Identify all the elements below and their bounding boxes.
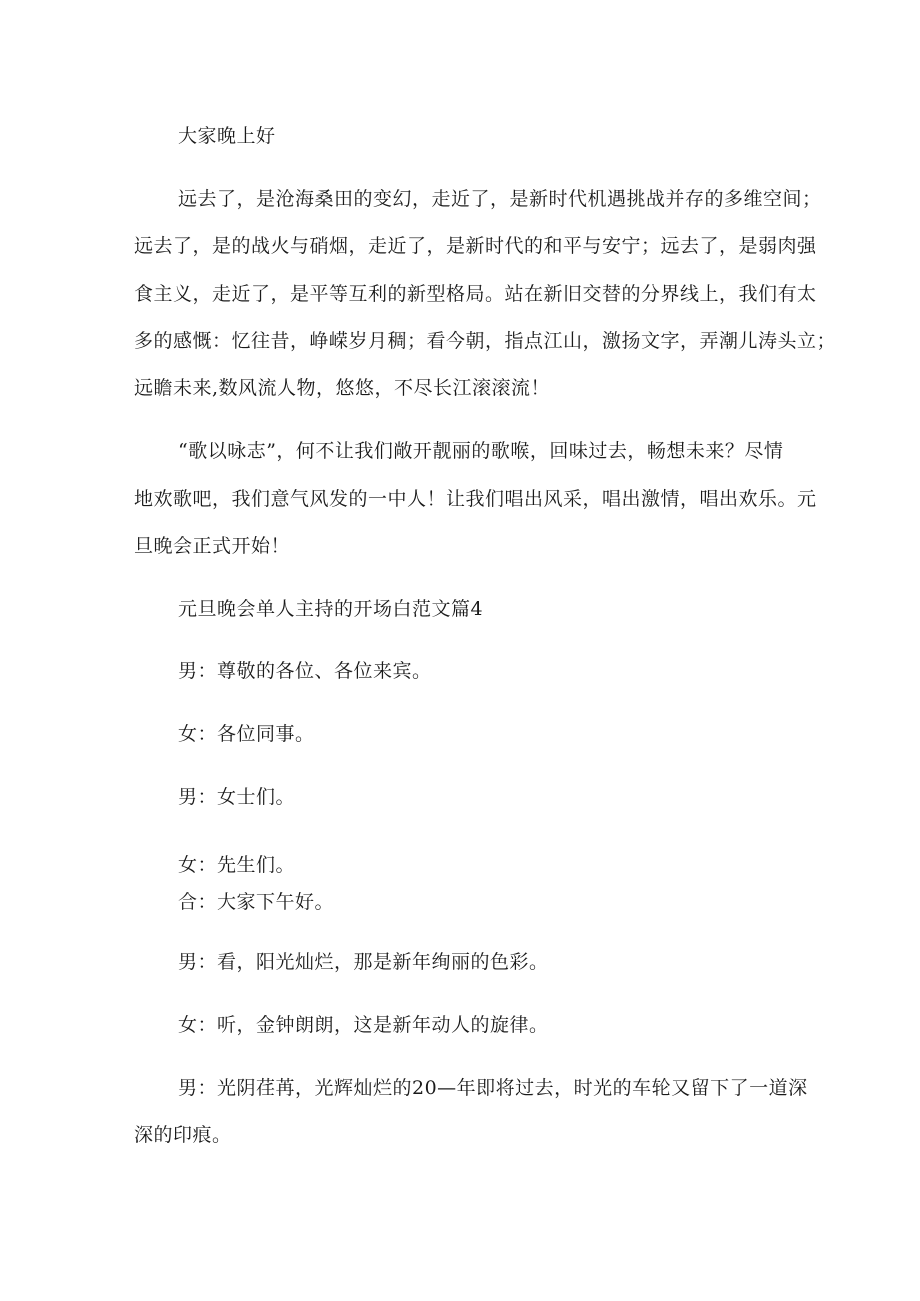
dialogue-line: 女：听，金钟朗朗，这是新年动人的旋律。 (178, 1014, 549, 1036)
section-title: 元旦晚会单人主持的开场白范文篇4 (178, 598, 484, 620)
paragraph-line: 食主义，走近了，是平等互利的新型格局。站在新旧交替的分界线上，我们有太 (134, 283, 817, 305)
paragraph-line: 地欢歌吧，我们意气风发的一中人！让我们唱出风采，唱出激情，唱出欢乐。元 (134, 488, 817, 510)
dialogue-line: 合：大家下午好。 (178, 891, 335, 913)
paragraph-line: 旦晚会正式开始！ (134, 535, 291, 557)
dialogue-line: 男：尊敬的各位、各位来宾。 (178, 660, 432, 682)
dialogue-line: 男：看，阳光灿烂，那是新年绚丽的色彩。 (178, 951, 549, 973)
dialogue-line: 女：各位同事。 (178, 723, 315, 745)
closing-line: 男：光阴荏苒，光辉灿烂的20—年即将过去，时光的车轮又留下了一道深 (178, 1077, 808, 1099)
dialogue-line: 女：先生们。 (178, 854, 296, 876)
greeting-line: 大家晚上好 (178, 125, 276, 147)
paragraph-line: 多的感慨：忆往昔，峥嵘岁月稠；看今朝，指点江山，激扬文字，弄潮儿涛头立； (134, 330, 837, 352)
paragraph-line: 远瞻未来,数风流人物，悠悠，不尽长江滚滚流！ (134, 377, 551, 399)
dialogue-line: 男：女士们。 (178, 786, 296, 808)
closing-line: 深的印痕。 (134, 1124, 232, 1146)
paragraph-line: 远去了，是的战火与硝烟，走近了，是新时代的和平与安宁；远去了，是弱肉强 (134, 235, 817, 257)
paragraph-line: 远去了，是沧海桑田的变幻，走近了，是新时代机遇挑战并存的多维空间； (178, 188, 822, 210)
paragraph-line: “歌以咏志”，何不让我们敞开靓丽的歌喉，回味过去，畅想未来？尽情 (178, 440, 784, 462)
